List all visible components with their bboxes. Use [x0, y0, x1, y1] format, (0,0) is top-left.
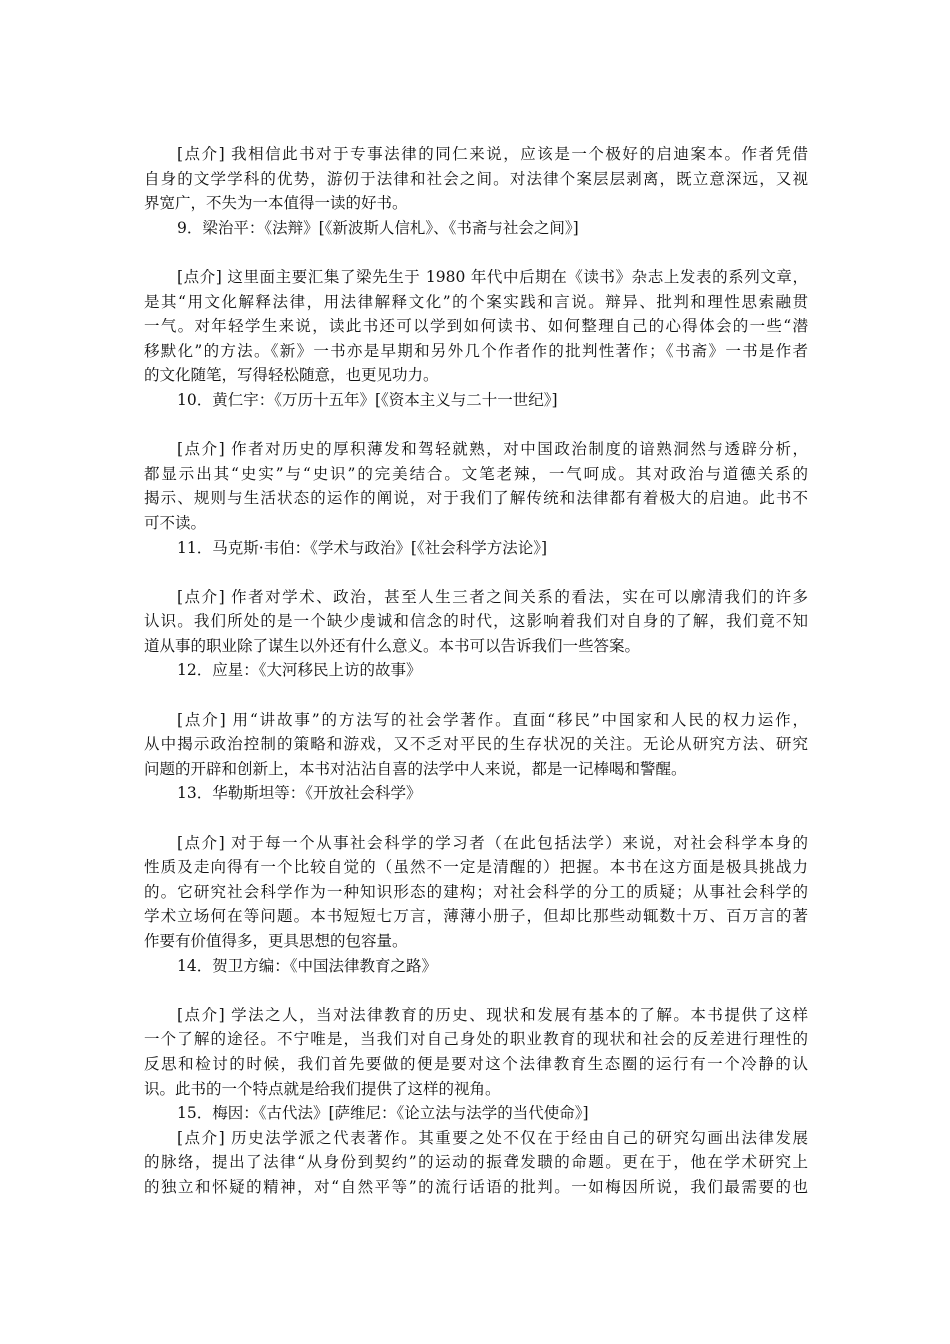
commentary-paragraph [144, 437, 808, 535]
document-page [144, 142, 808, 1200]
paragraph-line: [点介] 我相信此书对于专事法律的同仁来说，应该是一个极好的启迪案本。作者凭借 [177, 145, 808, 163]
paragraph-line: 识。此书的一个特点就是给我们提供了这样的视角。 [144, 1079, 501, 1098]
paragraph-line: 是其“用文化解释法律，用法律解释文化”的个案实践和言说。辩异、批判和理性思索融贯 [144, 292, 808, 311]
paragraph-line: 的文化随笔，写得轻松随意，也更见功力。 [144, 366, 439, 385]
book-entry-heading: 9．梁治平：《法辩》[《新波斯人信札》、《书斋与社会之间》] [177, 218, 579, 237]
paragraph-line: 揭示、规则与生活状态的运作的阐说，对于我们了解传统和法律都有着极大的启迪。此书不 [144, 489, 808, 508]
paragraph-line: 界宽广，不失为一本值得一读的好书。 [144, 194, 408, 213]
paragraph-line: 移默化”的方法。《新》一书亦是早期和另外几个作者作的批判性著作；《书斋》一书是作者 [144, 341, 808, 360]
blank-line [144, 806, 808, 831]
commentary-paragraph [144, 708, 808, 782]
paragraph-line: 反思和检讨的时候，我们首先要做的便是要对这个法律教育生态圈的运行有一个冷静的认 [144, 1054, 808, 1073]
paragraph-line: 的。它研究社会科学作为一种知识形态的建构；对社会科学的分工的质疑；从事社会科学的 [144, 882, 808, 901]
paragraph-line: [点介] 对于每一个从事社会科学的学习者（在此包括法学）来说，对社会科学本身的 [177, 833, 808, 852]
blank-line [144, 978, 808, 1003]
blank-line [144, 413, 808, 438]
commentary-paragraph [144, 265, 808, 388]
paragraph-line: 问题的开辟和创新上，本书对沾沾自喜的法学中人来说，都是一记棒喝和警醒。 [144, 759, 687, 778]
paragraph-line: 都显示出其“史实”与“史识”的完美结合。文笔老辣，一气呵成。其对政治与道德关系的 [144, 464, 808, 483]
paragraph-line: 道从事的职业除了谋生以外还有什么意义。本书可以告诉我们一些答案。 [144, 636, 641, 655]
commentary-paragraph [144, 142, 808, 216]
book-entry-heading: 14．贺卫方编：《中国法律教育之路》 [177, 956, 437, 975]
commentary-paragraph [144, 831, 808, 954]
book-entry-heading: 15．梅因：《古代法》[萨维尼：《论立法与法学的当代使命》] [177, 1104, 589, 1123]
paragraph-line: [点介] 用“讲故事”的方法写的社会学著作。直面“移民”中国家和人民的权力运作， [177, 710, 808, 729]
commentary-paragraph [144, 1003, 808, 1101]
book-entry-heading: 10．黄仁宇：《万历十五年》[《资本主义与二十一世纪》] [177, 390, 558, 409]
commentary-paragraph [144, 585, 808, 659]
paragraph-line: 自身的文学学科的优势，游仞于法律和社会之间。对法律个案层层剥离，既立意深远，又视 [144, 169, 808, 188]
paragraph-line: 一气。对年轻学生来说，读此书还可以学到如何读书、如何整理自己的心得体会的一些“潜 [144, 317, 808, 336]
blank-line [144, 560, 808, 585]
paragraph-line: 的脉络，提出了法律“从身份到契约”的运动的振聋发聩的命题。更在于，他在学术研究上 [144, 1153, 808, 1172]
paragraph-line: [点介] 作者对学术、政治，甚至人生三者之间关系的看法，实在可以廓清我们的许多 [177, 587, 808, 606]
paragraph-line: [点介] 历史法学派之代表著作。其重要之处不仅在于经由自己的研究勾画出法律发展 [177, 1128, 808, 1147]
paragraph-line: 认识。我们所处的是一个缺少虔诚和信念的时代，这影响着我们对自身的了解，我们竟不知 [144, 612, 808, 631]
book-entry-heading: 11．马克斯·韦伯：《学术与政治》[《社会科学方法论》] [177, 538, 547, 557]
book-entry-heading: 12．应星：《大河移民上访的故事》 [177, 661, 422, 680]
paragraph-line: 一个了解的途径。不宁唯是，当我们对自己身处的职业教育的现状和社会的反差进行理性的 [144, 1030, 808, 1049]
paragraph-line: 从中揭示政治控制的策略和游戏，又不乏对平民的生存状况的关注。无论从研究方法、研究 [144, 735, 808, 754]
paragraph-line: [点介] 作者对历史的厚积薄发和驾轻就熟，对中国政治制度的谙熟洞然与透辟分析， [177, 440, 808, 459]
blank-line [144, 683, 808, 708]
paragraph-line: 的独立和怀疑的精神，对“自然平等”的流行话语的批判。一如梅因所说，我们最需要的也 [144, 1177, 808, 1196]
paragraph-line: [点介] 这里面主要汇集了梁先生于 1980 年代中后期在《读书》杂志上发表的系列文章， [177, 267, 808, 286]
paragraph-line: 作要有价值得多，更具思想的包容量。 [144, 932, 408, 950]
paragraph-line: 可不读。 [144, 513, 207, 532]
book-entry-heading: 13．华勒斯坦等：《开放社会科学》 [177, 784, 422, 803]
commentary-paragraph [144, 1126, 808, 1200]
paragraph-line: [点介] 学法之人，当对法律教育的历史、现状和发展有基本的了解。本书提供了这样 [177, 1005, 808, 1024]
paragraph-line: 性质及走向得有一个比较自觉的（虽然不一定是清醒的）把握。本书在这方面是极具挑战力 [144, 858, 808, 877]
blank-line [144, 240, 808, 265]
paragraph-line: 学术立场何在等问题。本书短短七万言，薄薄小册子，但却比那些动辄数十万、百万言的著 [144, 907, 808, 926]
